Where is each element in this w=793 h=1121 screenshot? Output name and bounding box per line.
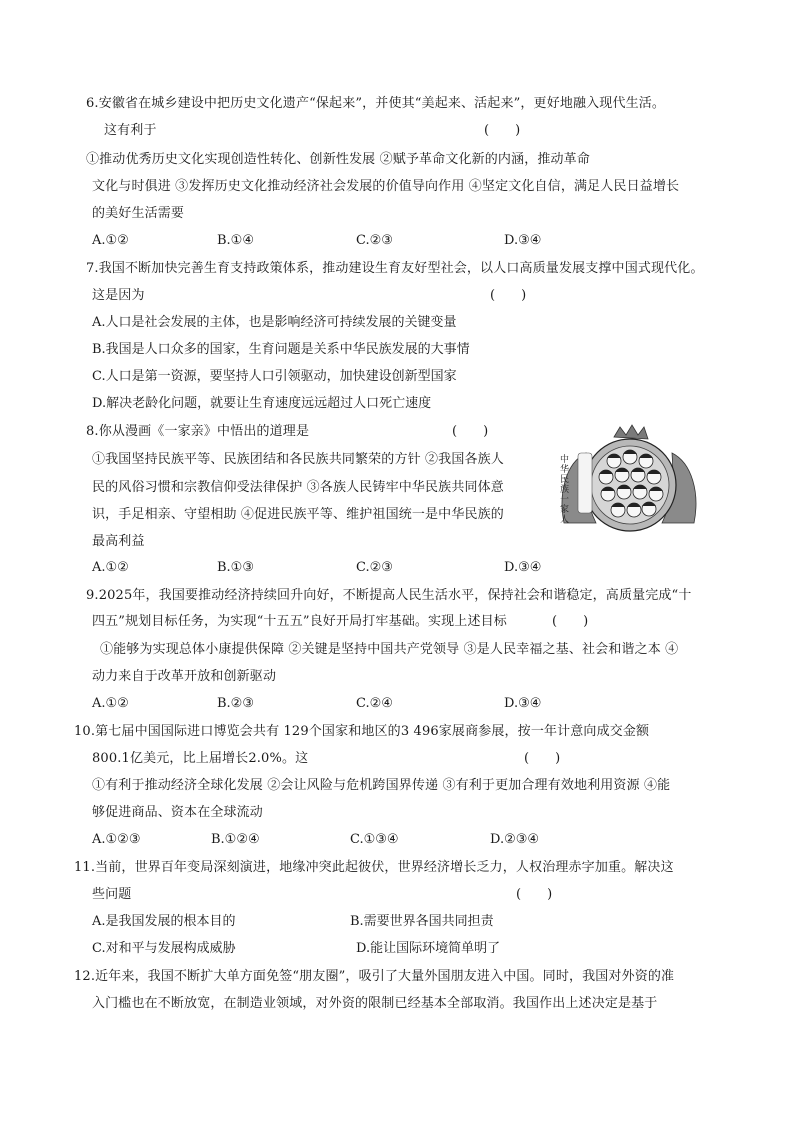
q8-statement-line4: 最高利益: [92, 534, 145, 549]
q6-option-c: C.②③: [356, 233, 393, 248]
q11-option-b: B.需要世界各国共同担责: [350, 914, 494, 929]
q7-answer-bracket: ( ): [490, 288, 527, 303]
q6-answer-bracket: ( ): [484, 123, 521, 138]
q10-option-d: D.②③④: [490, 832, 540, 847]
q8-option-c: C.②③: [356, 560, 393, 575]
q11-option-d: D.能让国际环境简单明了: [356, 941, 501, 956]
q9-option-c: C.②④: [356, 696, 393, 711]
q10-stem-line1: 10.第七届中国国际进口博览会共有 129个国家和地区的3 496家展商参展，按一年计意向成交金额: [74, 724, 650, 739]
q8-option-d: D.③④: [504, 560, 542, 575]
q8-statement-line1: ①我国坚持民族平等、民族团结和各民族共同繁荣的方针 ②我国各族人: [92, 452, 504, 467]
q9-stem-line2: 四五”规划目标任务，为实现“十五五”良好开局打牢基础。实现上述目标: [92, 614, 507, 629]
q10-statement-line1: ①有利于推动经济全球化发展 ②会让风险与危机跨国界传递 ③有利于更加合理有效地利用资源 ④能: [92, 778, 671, 793]
q7-option-b: B.我国是人口众多的国家，生育问题是关系中华民族发展的大事情: [92, 342, 470, 357]
q6-stem-line1: 6.安徽省在城乡建设中把历史文化遗产“保起来”，并使其“美起来、活起来”，更好地融入现代生活。: [86, 96, 666, 111]
q7-option-c: C.人口是第一资源，要坚持人口引领驱动，加快建设创新型国家: [92, 369, 457, 384]
q9-stem-line1: 9.2025年，我国要推动经济持续回升向好，不断提高人民生活水平，保持社会和谐稳定，高质量完成“十: [86, 588, 692, 603]
q9-option-d: D.③④: [504, 696, 542, 711]
q11-option-c: C.对和平与发展构成威胁: [92, 941, 236, 956]
q6-statement-line3: 的美好生活需要: [92, 206, 185, 221]
q8-statement-line3: 识，手足相亲、守望相助 ④促进民族平等、维护祖国统一是中华民族的: [92, 507, 504, 522]
q10-statement-line2: 够促进商品、资本在全球流动: [92, 805, 263, 820]
q9-option-a: A.①②: [92, 696, 129, 711]
q9-statement-line2: 动力来自于改革开放和创新驱动: [92, 669, 277, 684]
q6-option-d: D.③④: [504, 233, 542, 248]
q7-option-a: A.人口是社会发展的主体，也是影响经济可持续发展的关键变量: [92, 315, 457, 330]
q6-option-b: B.①④: [217, 233, 254, 248]
q12-stem-line1: 12.近年来，我国不断扩大单方面免签“朋友圈”，吸引了大量外国朋友进入中国。同时，我国对外资的准: [74, 969, 675, 984]
q10-stem-line2: 800.1亿美元，比上届增长2.0%。这: [92, 751, 309, 766]
q8-option-a: A.①②: [92, 560, 129, 575]
q6-stem-line2: 这有利于: [104, 123, 157, 138]
q8-answer-bracket: ( ): [452, 424, 489, 439]
one-family-comic-image: [556, 423, 702, 532]
q8-stem-line1: 8.你从漫画《一家亲》中悟出的道理是: [86, 424, 310, 439]
q7-stem-line1: 7.我国不断加快完善生育支持政策体系，推动建设生育友好型社会，以人口高质量发展支撑中国式现代化。: [86, 261, 704, 276]
q10-option-c: C.①③④: [350, 832, 399, 847]
q11-option-a: A.是我国发展的根本目的: [92, 914, 236, 929]
q12-stem-line2: 入门槛也在不断放宽，在制造业领域，对外资的限制已经基本全部取消。我国作出上述决定是基于: [92, 996, 658, 1011]
q7-stem-line2: 这是因为: [92, 288, 145, 303]
q9-answer-bracket: ( ): [552, 614, 589, 629]
q10-option-a: A.①②③: [92, 832, 141, 847]
q9-statement-line1: ①能够为实现总体小康提供保障 ②关键是坚持中国共产党领导 ③是人民幸福之基、社会和谐之本 ④: [100, 642, 679, 657]
q11-answer-bracket: ( ): [516, 887, 553, 902]
q6-option-a: A.①②: [92, 233, 129, 248]
q8-statement-line2: 民的风俗习惯和宗教信仰受法律保护 ③各族人民铸牢中华民族共同体意: [92, 480, 504, 495]
q11-stem-line1: 11.当前，世界百年变局深刻演进，地缘冲突此起彼伏，世界经济增长乏力，人权治理赤字加重。解决这: [74, 860, 674, 875]
q6-statement-line1: ①推动优秀历史文化实现创造性转化、创新性发展 ②赋予革命文化新的内涵，推动革命: [86, 152, 590, 167]
q9-option-b: B.②③: [217, 696, 254, 711]
comic-caption: 中华民族一家人: [560, 455, 570, 525]
q6-statement-line2: 文化与时俱进 ③发挥历史文化推动经济社会发展的价值导向作用 ④坚定文化自信，满足人民日益增长: [92, 179, 680, 194]
q8-option-b: B.①③: [217, 560, 254, 575]
q10-option-b: B.①②④: [211, 832, 260, 847]
q11-stem-line2: 些问题: [92, 887, 132, 902]
q7-option-d: D.解决老龄化问题，就要让生育速度远远超过人口死亡速度: [92, 396, 432, 411]
q10-answer-bracket: ( ): [524, 751, 561, 766]
